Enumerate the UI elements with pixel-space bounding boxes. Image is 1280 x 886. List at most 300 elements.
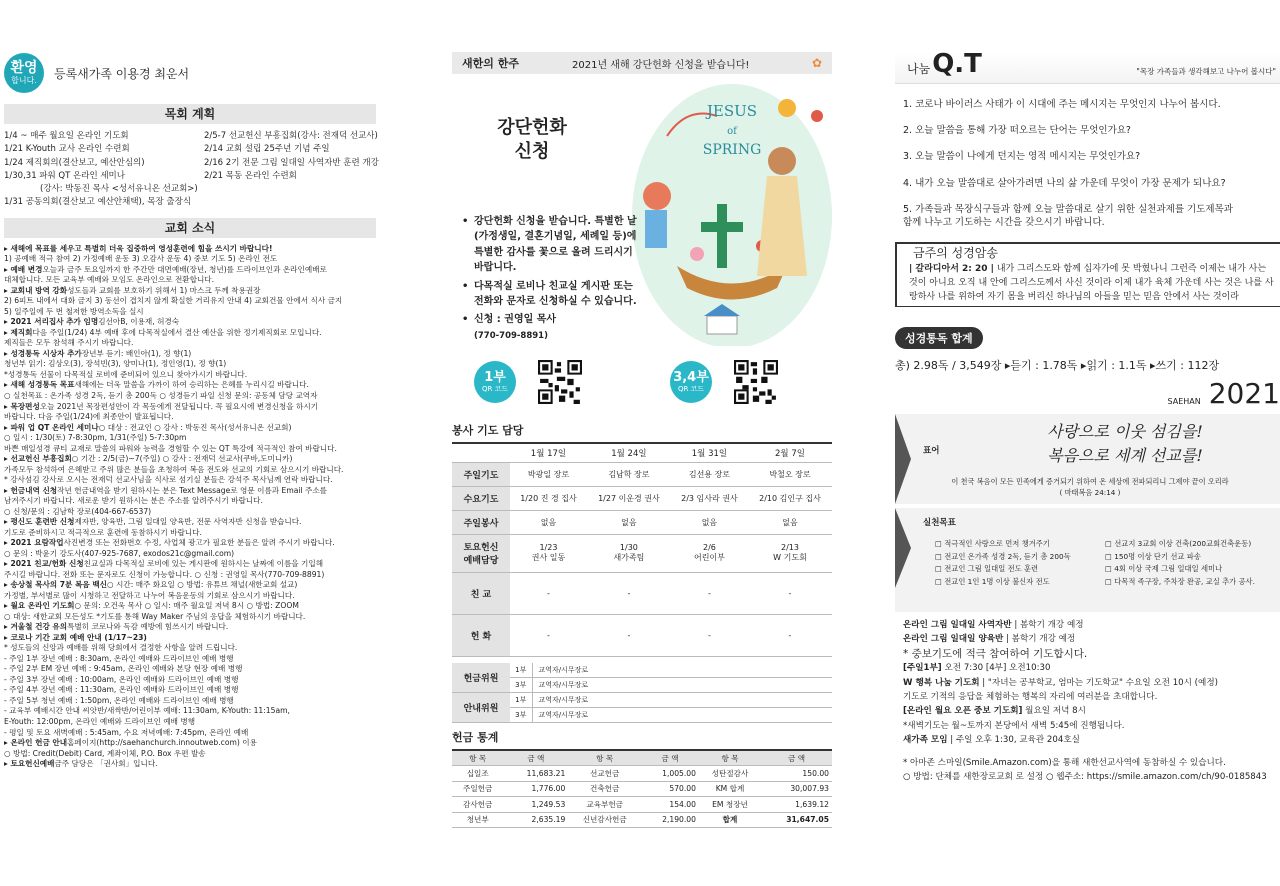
finance-header-row: [452, 750, 832, 766]
news-label: ▸ 헌금내역 신청: [4, 485, 58, 495]
plan-heading: 목회 계획: [4, 104, 376, 124]
notice-line: [903, 719, 1280, 733]
qt-question: 1. 코로나 바이러스 사태가 이 시대에 주는 메시지는 무엇인지 나누어 봅시다.: [903, 99, 1221, 110]
news-text: *성경통독 선물이 다목적실 로비에 준비되어 있으니 찾아가시기 바랍니다.: [4, 369, 248, 379]
news-text: 바쁜 매일성경 큐티 교재로 말씀의 파워와 능력을 경험할 수 있는 QT 특강에 적극적인 참여 바랍니다.: [4, 443, 337, 453]
news-line: [4, 465, 376, 476]
poster-contact: 신청 : 권영일 목사: [474, 314, 557, 326]
finance-header: 항 목: [568, 750, 641, 766]
plan-item: 2/5-7 선교헌신 부흥집회(강사: 전재덕 선교사): [204, 131, 378, 141]
finance-header: 금 액: [641, 750, 699, 766]
motto-line1: 사랑으로 이웃 섬김을!: [1047, 421, 1203, 441]
news-label: ▸ 월요 온라인 기도회: [4, 601, 75, 611]
memory-ref: | 갈라디아서 2: 20 |: [909, 263, 994, 274]
notice-line: [903, 733, 1280, 747]
finance-item: 교육부헌금: [568, 797, 641, 813]
finance-amount: 2,190.00: [641, 812, 699, 828]
notice-label: [주일1부]: [903, 663, 942, 674]
duty-row: [452, 572, 832, 614]
news-label: ▸ 목장편성: [4, 401, 40, 411]
news-line: [4, 338, 376, 349]
duty-cell: 2/10 김인구 집사: [748, 486, 832, 510]
practice-item: □ 전교인 1인 1명 이상 불신자 전도: [935, 576, 1105, 589]
qt-question: 4. 내가 오늘 말씀대로 살아가려면 나의 삶 가운데 무엇이 가장 문제가 되나요?: [903, 177, 1226, 189]
finance-header: 항 목: [452, 750, 503, 766]
duty-cell: 1/20 진 경 집사: [510, 486, 587, 510]
news-line: [4, 728, 376, 739]
news-line: [4, 507, 376, 518]
news-label: ▸ 토요헌신예배: [4, 759, 55, 769]
duty-cell: 박광일 장로: [510, 462, 587, 486]
news-line: [4, 380, 376, 391]
news-line: [4, 601, 376, 612]
news-text: - 주일 5부 청년 예배 : 1:50pm, 온라인 예배와 드라이브인 예배 병행: [4, 695, 234, 705]
practice-item: □ 전교인 그림 일대일 전도 훈련: [935, 563, 1105, 576]
finance-amount: 31,647.05: [761, 812, 832, 828]
bible-reading-totals: 총) 2.98독 / 3,549장 ▸듣기 : 1.78독 ▸읽기 : 1.1독 ▸쓰기 : 112장: [895, 358, 1220, 372]
news-line: [4, 549, 376, 560]
news-line: [4, 286, 376, 297]
finance-item: EM 청장년: [699, 797, 761, 813]
finance-item: 감사헌금: [452, 797, 503, 813]
news-line: [4, 296, 376, 307]
practice-item: □ 적극적인 사랑으로 먼저 챙겨주기: [935, 538, 1105, 551]
notice-text: 월요일 저녁 8시: [1022, 706, 1086, 717]
staff-label: 헌금위원: [452, 663, 510, 693]
news-line: [4, 633, 376, 644]
news-text: 새해에는 더욱 말씀을 가까이 하여 승리하는 은혜를 누리시길 바랍니다.: [74, 380, 309, 390]
news-line: [4, 254, 376, 265]
duty-label: 주일봉사: [452, 510, 510, 534]
welcome-badge: [4, 53, 44, 93]
duty-cell: -: [748, 614, 832, 656]
duty-cell: 김남학 장로: [587, 462, 671, 486]
news-label: ▸ 성경통독 시상자 추가: [4, 348, 82, 358]
staff-row: [452, 693, 832, 708]
news-line: [4, 370, 376, 381]
notice-text: * 중보기도에 적극 참여하여 기도합시다.: [903, 647, 1088, 660]
notice-text: | 봄학기 개강 예정: [1011, 619, 1084, 630]
plan-item: 2/16 2기 전문 그림 일대일 사역자반 훈련 개강: [204, 157, 379, 168]
news-text: ○ 실천목표 : 온가족 성경 2독, 듣기 총 200독 ○ 성경듣기 파일 신청 문의: 공동체 담당 교역자: [4, 391, 318, 400]
news-label: ▸ 온라인 헌금 안내: [4, 738, 68, 748]
qr-badge-2: [670, 361, 712, 403]
finance-header: 금 액: [761, 750, 832, 766]
art-text-jesus: JESUS: [706, 102, 758, 120]
plan-item: [204, 183, 380, 196]
news-line: [4, 559, 376, 570]
practice-item: □ 전교인 온가족 성경 2독, 듣기 총 200독: [935, 551, 1105, 564]
duty-cell: 없음: [748, 510, 832, 534]
news-text: - 교육부 예배시간 안내 씨앗반/새싹반/어린이부 예배: 11:30am, K-Youth: 11:15am,: [4, 706, 290, 716]
finance-title: 헌금 통계: [452, 731, 499, 744]
finance-row: [452, 812, 832, 828]
finance-table: [452, 749, 832, 828]
notice-line: [903, 756, 1280, 770]
notice-text: ○ 방법: 단체를 새한장로교회 로 설정 ○ 웹주소: https://smile.amazon.com/ch/90-0185843: [903, 772, 1267, 782]
news-text: 금주 담당은 「권사회」입니다.: [54, 759, 158, 769]
poster-list: [460, 214, 640, 347]
news-text: 장년부 듣기: 배인아(1), 정 향(1): [81, 348, 192, 358]
qr-badge-2-line2: QR 코드: [677, 384, 705, 393]
news-line: [4, 433, 376, 444]
news-text: 2) 6피트 내에서 대화 금지 3) 동선이 겹치지 않게 확실한 거리유지 안내 4) 교회건물 안에서 식사 금지: [4, 296, 343, 306]
news-text: * 강사섬김 강사로 오시는 전재덕 선교사님을 식사로 섬기실 분들은 강석주 목사님께 연락 바랍니다.: [4, 475, 333, 485]
duty-table: [452, 442, 832, 657]
news-label: ▸ 2021 요람작업: [4, 538, 64, 548]
news-text: 작년 헌금내역을 받기 원하시는 분은 Text Message로 영문 이름과 Email 주소를: [57, 485, 328, 495]
qt-questions: [895, 98, 1280, 229]
memory-text: 내가 그리스도와 함께 십자가에 못 박혔나니 그런즉 이제는 내가 사는 것이 아니요 오직 내 안에 그리스도께서 사신 것이라 이제 내가 육체 가운데 사는 것은 나를 사랑하사 나를 위하여 자기 몸을 버리신 하나님의 아들을 믿는 믿음 안에서 사는 것이라: [909, 263, 1274, 302]
duty-header-row: [452, 443, 832, 462]
finance-amount: 154.00: [641, 797, 699, 813]
duty-row: [452, 614, 832, 656]
news-line: [4, 654, 376, 665]
finance-header: 금 액: [503, 750, 568, 766]
news-text: - 주일 1부 장년 예배 : 8:30am, 온라인 예배와 드라이브인 예배 병행: [4, 653, 234, 663]
news-text: 홈페이지(http://saehanchurch.innoutweb.com) 이용: [67, 738, 257, 748]
news-text: 오늘과 금주 토요일까지 한 주간만 대면예배(장년, 청년)를 드라이브인과 온라인예배로: [42, 264, 327, 274]
duty-cell: -: [671, 614, 748, 656]
news-line: [4, 738, 376, 749]
news-line: [4, 486, 376, 497]
news-text: 가족모두 참석하여 은혜받고 주위 많은 분들을 초청하여 복음 전도와 선교의 기회로 삼으시기 바랍니다.: [4, 464, 344, 474]
news-text: 바랍니다. 다음 주일(1/24)에 최종안이 발표됩니다.: [4, 412, 174, 422]
bible-reading-badge: 성경통독 합계: [895, 327, 983, 349]
welcome-row: [4, 52, 376, 94]
finance-row: [452, 781, 832, 797]
finance-amount: 11,683.21: [503, 766, 568, 782]
duty-date: 1월 24일: [587, 443, 671, 462]
duty-date: 1월 31일: [671, 443, 748, 462]
plan-item: 2/14 교회 설립 25주년 기념 주일: [204, 144, 330, 155]
duty-date: 2월 7일: [748, 443, 832, 462]
notice-label: [온라인 월요 오픈 중보 기도회]: [903, 706, 1023, 717]
news-line: [4, 402, 376, 413]
notice-line: [903, 748, 1280, 756]
news-text: 제자반, 양육반, 그림 일대일 양육반, 전문 사역자반 신청을 받습니다.: [74, 517, 302, 527]
notice-label: 온라인 그림 일대일 사역자반: [903, 619, 1012, 630]
qr-badge-1-line1: 1부: [484, 369, 506, 385]
memory-heading: 금주의 성경암송: [895, 242, 1280, 260]
duty-cell: 없음: [671, 510, 748, 534]
poster-item: • 강단헌화 신청을 받습니다. 특별한 날(가정생일, 결혼기념일, 세례일 등)에 특별한 감사를 꽃으로 올려 드리시기 바랍니다.: [460, 214, 640, 276]
notice-text: | 주일 오후 1:30, 교육관 204호실: [947, 735, 1080, 746]
news-list: [4, 244, 376, 770]
qr-code-icon[interactable]: [734, 360, 778, 404]
staff-value: 교역자/시무장로: [532, 663, 832, 678]
duty-label: 친 교: [452, 572, 510, 614]
news-line: [4, 643, 376, 654]
news-text: - 평일 및 토요 새벽예배 : 5:45am, 수요 저녁예배: 7:45pm, 온라인 예배: [4, 727, 249, 737]
news-line: [4, 675, 376, 686]
notice-text: | 봄학기 개강 예정: [1003, 634, 1076, 645]
poster-title-line2: 신청: [514, 141, 550, 162]
duty-cell: 박철오 장로: [748, 462, 832, 486]
finance-item: 건축헌금: [568, 781, 641, 797]
news-label: ▸ 송상철 목사의 7분 복음 백신: [4, 580, 108, 590]
news-line: [4, 706, 376, 717]
duty-corner: [452, 443, 510, 462]
staff-value: 교역자/시무장로: [532, 708, 832, 723]
news-text: 다음 주일(1/24) 4부 예배 후에 다목적실에서 결산 예산을 위한 정기제직회로 모입니다.: [32, 327, 322, 337]
news-label: ▸ 새해 성경통독 목표: [4, 380, 75, 390]
poster-item: [460, 312, 640, 344]
motto-verse-ref: ( 마태복음 24:14 ): [1059, 487, 1121, 497]
news-text: ○ 문의: 오건욱 목사 ○ 일시: 매주 월요일 저녁 8시 ○ 방법: ZOOM: [74, 601, 299, 611]
finance-amount: 2,635.19: [503, 812, 568, 828]
qr-badge-1: [474, 361, 516, 403]
news-text: ○ 일시 : 1/30(토) 7-8:30pm, 1/31(주일) 5-7:30pm: [4, 433, 187, 443]
plan-item: 1/4 ~ 매주 월요일 온라인 기도회: [4, 131, 129, 141]
news-line: [4, 391, 376, 402]
news-line: [4, 265, 376, 276]
news-text: 남겨주시기 바랍니다. 새로운 받기 원하시는 분은 주소를 알려주시기 바랍니다.: [4, 496, 263, 506]
notice-line: [903, 661, 1280, 675]
motto-calligraphy: [1025, 420, 1225, 468]
finance-header: 항 목: [699, 750, 761, 766]
duty-cell: 없음: [510, 510, 587, 534]
notice-label: W 행복 나눔 기도회: [903, 677, 980, 688]
duty-label: 수요기도: [452, 486, 510, 510]
staff-table: [452, 663, 832, 724]
duty-cell: 2/3 임사라 권사: [671, 486, 748, 510]
qt-question: 5. 가족들과 목장식구들과 함께 오늘 말씀대로 살기 위한 실천과제를 기도제목과 함께 나누고 기도하는 시간을 갖으시기 바랍니다.: [903, 203, 1233, 228]
notice-text: | "자녀는 공부학교, 엄마는 기도학교" 수요일 오전 10시 (예정): [979, 677, 1218, 688]
notice-text: * 아마존 스마일(Smile.Amazon.com)을 통해 새한선교사역에 동참하실 수 있습니다.: [903, 757, 1226, 768]
plan-item: 1/31 공동의회(결산보고 예산안채택), 목장 출장식: [4, 197, 192, 208]
news-text: 오늘 2021년 목장편성안이 각 목동에게 전달됩니다. 꼭 필요시에 변경신청을 하시기: [39, 401, 319, 411]
staff-row: [452, 663, 832, 678]
duty-cell: -: [510, 614, 587, 656]
brand: [895, 377, 1280, 410]
news-line: [4, 475, 376, 486]
finance-row: [452, 766, 832, 782]
poster-item: • 다목적실 로비나 친교실 게시판 또는 전화와 문자로 신청하실 수 있습니다.: [460, 279, 640, 310]
news-line: [4, 622, 376, 633]
left-column: [0, 0, 380, 886]
memory-verse: [895, 260, 1280, 307]
staff-service: 1부: [510, 693, 532, 708]
plan-item: 1/30,31 파워 QT 온라인 세미나: [4, 170, 125, 181]
finance-item: 선교헌금: [568, 766, 641, 782]
staff-value: 교역자/시무장로: [532, 693, 832, 708]
duty-row: [452, 486, 832, 510]
finance-amount: 1,249.53: [503, 797, 568, 813]
practice-list: [935, 538, 1275, 588]
poster-title-line1: 강단헌화: [497, 117, 567, 138]
news-text: E-Youth: 12:00pm, 온라인 예배와 드라이브인 예배 병행: [4, 716, 196, 726]
duty-cell: 없음: [587, 510, 671, 534]
qt-question: 2. 오늘 말씀을 통해 가장 떠오르는 단어는 무엇인가요?: [903, 125, 1131, 137]
news-line: [4, 664, 376, 675]
practice-panel: [895, 508, 1280, 612]
finance-amount: 1,639.12: [761, 797, 832, 813]
staff-service: 3부: [510, 678, 532, 693]
news-heading: 교회 소식: [4, 218, 376, 238]
motto-verse: [905, 476, 1275, 498]
duty-cell: 2/6 어린이부: [671, 534, 748, 572]
news-line: [4, 759, 376, 770]
plan-list: [4, 130, 379, 210]
qr-badge-1-line2: QR 코드: [481, 384, 509, 393]
plan-item: [204, 196, 380, 209]
qt-tagline: "목장 가족들과 생각해보고 나누어 봅시다": [1136, 67, 1276, 76]
news-text: - 주일 2부 EM 장년 예배 : 9:45am, 온라인 예배와 본당 현장 예배 병행: [4, 664, 243, 674]
news-line: [4, 580, 376, 591]
notice-line: [903, 618, 1280, 632]
news-line: [4, 528, 376, 539]
news-line: [4, 328, 376, 339]
news-line: [4, 717, 376, 728]
qt-question: 3. 오늘 말씀이 나에게 던지는 영적 메시지는 무엇인가요?: [903, 151, 1141, 163]
finance-item: 성탄절감사: [699, 766, 761, 782]
news-label: ▸ 예배 변경: [4, 264, 43, 274]
arrow-icon: [895, 508, 911, 588]
news-line: [4, 749, 376, 760]
news-line: [4, 244, 376, 255]
news-text: 제직들은 모두 참석해 주시기 바랍니다.: [4, 338, 134, 348]
finance-item: KM 합계: [699, 781, 761, 797]
motto-line2: 복음으로 세계 선교를!: [1047, 445, 1203, 465]
news-line: [4, 307, 376, 318]
art-text-spring: SPRING: [702, 142, 762, 158]
news-text: 친교실과 다목적실 로비에 있는 게시판에 원하시는 날짜에 이름을 기입해: [83, 559, 324, 569]
finance-row: [452, 797, 832, 813]
duty-row: [452, 534, 832, 572]
news-text: 1) 공예배 적극 참여 2) 가정예배 운동 3) 오감사 운동 4) 중보 기도 5) 온라인 전도: [4, 254, 278, 264]
news-text: 주시길 바랍니다. 전화 또는 문자로도 신청이 가능합니다. ○ 신청 : 권영일 목사(770-709-8891): [4, 569, 325, 579]
duty-cell: -: [587, 614, 671, 656]
news-text: - 주일 3부 장년 예배 : 10:00am, 온라인 예배와 드라이브인 예배 병행: [4, 674, 239, 684]
news-text: 가정별, 부서별로 많이 시청하고 전달하고 나누어 복음운동의 기회로 삼으시기 바랍니다.: [4, 590, 295, 600]
notice-line: [903, 770, 1280, 784]
practice-item: □ 150명 이상 단기 선교 파송: [1105, 551, 1275, 564]
finance-item: 합계: [699, 812, 761, 828]
duty-label: 주일기도: [452, 462, 510, 486]
week-title: 새한의 한주: [462, 57, 519, 70]
poster-title: [482, 116, 582, 164]
news-line: [4, 454, 376, 465]
news-text: ○ 대상: 새한교회 모든성도 *기도를 통해 Way Maker 주님의 응답을 체험하시기 바랍니다.: [4, 611, 306, 621]
new-family-names: 등록새가족 이용경 최운서: [54, 66, 190, 81]
duty-date: 1월 17일: [510, 443, 587, 462]
news-label: ▸ 새해에 목표를 세우고 특별히 더욱 집중하여 영성훈련에 힘을 쓰시기 바랍니다!: [4, 243, 273, 253]
news-text: ○ 시간: 매주 화요일 ○ 방법: 유튜브 채널(새한교회 설교): [107, 580, 298, 590]
news-line: [4, 538, 376, 549]
news-text: ○ 문의 : 박윤기 강도사(407-925-7687, exodos21c@gmail.com): [4, 548, 235, 558]
qt-title: Q.T: [932, 49, 982, 79]
welcome-badge-line1: 환영: [10, 59, 38, 76]
notice-text: 기도로 기적의 응답을 체험하는 행복의 자리에 여러분을 초대합니다.: [903, 691, 1158, 702]
duty-cell: -: [748, 572, 832, 614]
news-label: ▸ 교회내 방역 강화: [4, 285, 68, 295]
duty-row: [452, 510, 832, 534]
finance-item: 신년감사헌금: [568, 812, 641, 828]
practice-item: □ 선교지 3교회 이상 건축(200교회건축운동): [1105, 538, 1275, 551]
week-message: 2021년 새해 강단헌화 신청을 받습니다!: [572, 59, 750, 71]
news-line: [4, 570, 376, 581]
duty-label: 토요헌신 예배담당: [452, 534, 510, 572]
duty-title: 봉사 기도 담당: [452, 424, 524, 437]
news-text: * 성도들의 신앙과 예배를 위해 당회에서 결정한 사항을 알려 드립니다.: [4, 643, 238, 653]
news-text: ○ 기간 : 2/5(금)~7(주일) ○ 강사 : 전재덕 선교사(쿠바,도미니카): [71, 454, 293, 464]
staff-value: 교역자/시무장로: [532, 678, 832, 693]
notice-line: [903, 704, 1280, 718]
news-line: [4, 444, 376, 455]
news-label: ▸ 겨울철 건강 유의: [4, 622, 68, 632]
staff-service: 1부: [510, 663, 532, 678]
notice-line: [903, 632, 1280, 646]
flower-offering-poster: [452, 76, 832, 346]
news-line: [4, 359, 376, 370]
news-text: ○ 신청/문의 : 김남학 장로(404-667-6537): [4, 506, 152, 516]
news-text: 5) 일주일에 두 번 철저한 방역소독을 실시: [4, 306, 144, 316]
qr-code-icon[interactable]: [538, 360, 582, 404]
news-line: [4, 423, 376, 434]
finance-item: 주일헌금: [452, 781, 503, 797]
plan-item: 2/21 목동 온라인 수련회: [204, 170, 297, 181]
qt-header: [895, 49, 1280, 84]
practice-label: 실천목표: [923, 517, 956, 528]
practice-item: □ 다목적 족구장, 주차장 완공, 교실 추가 공사.: [1105, 576, 1275, 589]
notice-text: *새벽기도는 월~토까지 본당에서 새벽 5:45에 진행됩니다.: [903, 720, 1125, 731]
finance-amount: 570.00: [641, 781, 699, 797]
news-text: 기도로 준비하시고 적극적으로 훈련에 동참하시기 바랍니다.: [4, 527, 202, 537]
plan-item: 1/24 제직회의(결산보고, 예산안심의): [4, 157, 145, 168]
duty-cell: 1/30 새가족팀: [587, 534, 671, 572]
news-line: [4, 612, 376, 623]
duty-label: 헌 화: [452, 614, 510, 656]
week-bar: [452, 52, 832, 74]
news-label: ▸ 코로나 기간 교회 예배 안내 (1/17~23): [4, 632, 147, 642]
qt-prefix: 나눔: [907, 62, 931, 76]
duty-cell: 김선용 장로: [671, 462, 748, 486]
qr-row: [452, 348, 832, 416]
news-line: [4, 496, 376, 507]
finance-item: 청년부: [452, 812, 503, 828]
news-line: [4, 591, 376, 602]
middle-column: [452, 0, 832, 886]
news-line: [4, 412, 376, 423]
news-line: [4, 275, 376, 286]
news-text: 김선아B, 이용재, 허경숙: [98, 317, 180, 327]
right-column: [895, 0, 1280, 886]
notice-label: 새가족 모임: [903, 735, 948, 746]
duty-cell: -: [671, 572, 748, 614]
news-text: ○ 방법: Credit(Debit) Card, 계좌이체, P.O. Box 우편 발송: [4, 748, 206, 758]
duty-cell: 1/23 권사 일동: [510, 534, 587, 572]
notice-line: [903, 647, 1280, 661]
notice-line: [903, 690, 1280, 704]
news-text: - 주일 4부 장년 예배 : 11:30am, 온라인 예배와 드라이브인 예배 병행: [4, 685, 239, 695]
notice-label: 온라인 그림 일대일 양육반: [903, 634, 1004, 645]
finance-amount: 30,007.93: [761, 781, 832, 797]
news-label: ▸ 제직회: [4, 327, 33, 337]
duty-cell: 1/27 이운경 권사: [587, 486, 671, 510]
finance-amount: 1,005.00: [641, 766, 699, 782]
notice-line: [903, 676, 1280, 690]
staff-service: 3부: [510, 708, 532, 723]
finance-amount: 150.00: [761, 766, 832, 782]
brand-year: 2021: [1208, 376, 1280, 410]
news-label: ▸ 선교헌신 부흥집회: [4, 454, 72, 464]
news-line: [4, 685, 376, 696]
flower-icon: ✿: [811, 56, 822, 70]
motto-label: 표어: [923, 445, 940, 456]
news-label: ▸ 2021 서리집사 추가 임명: [4, 317, 99, 327]
welcome-badge-line2: 합니다.: [11, 75, 37, 85]
